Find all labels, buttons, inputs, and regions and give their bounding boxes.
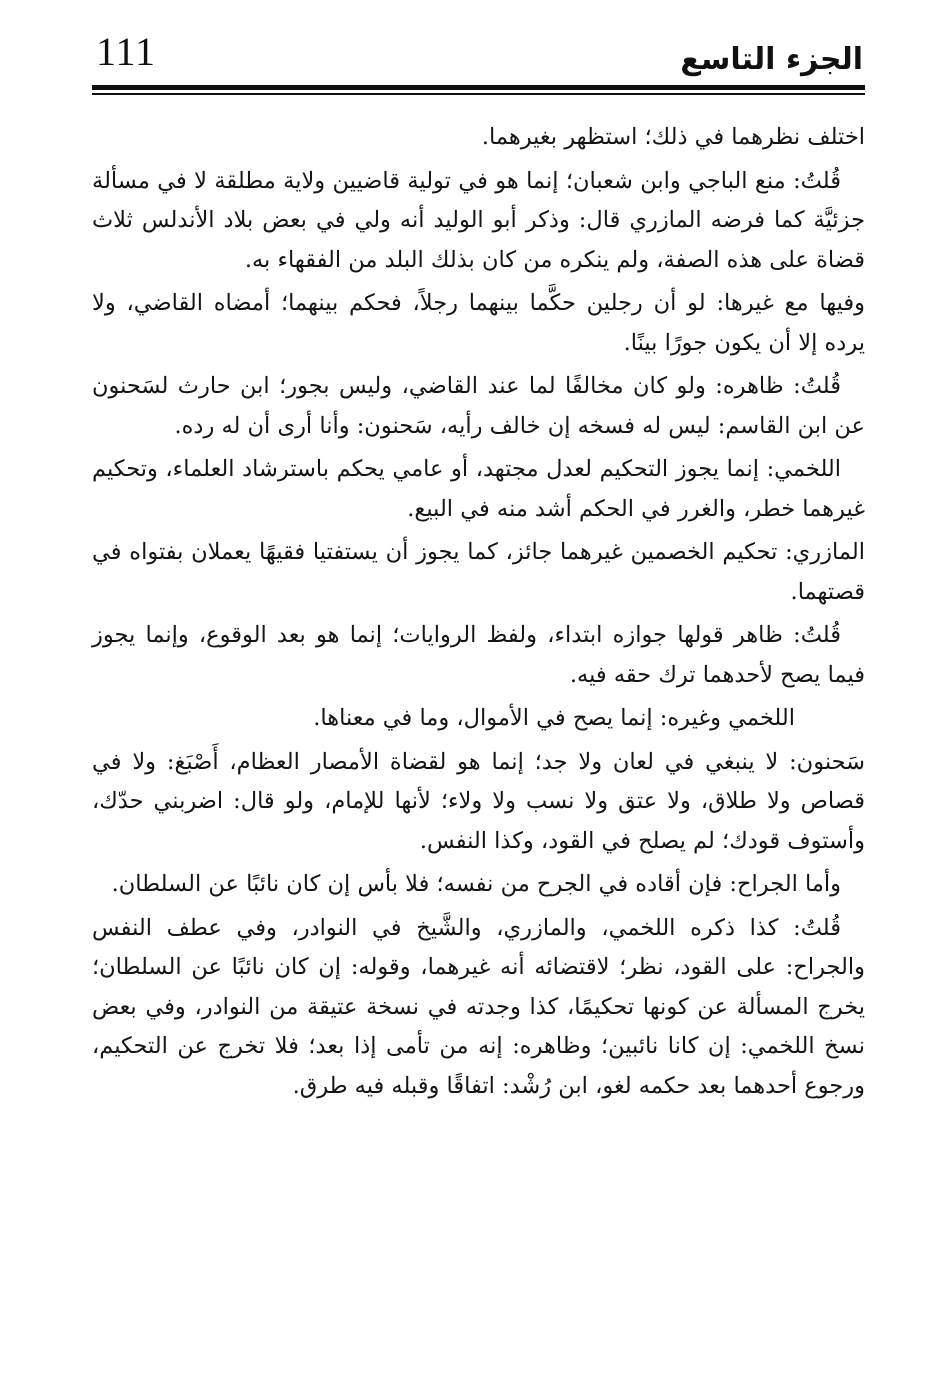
page-number: 111 (96, 29, 157, 74)
paragraph-4: قُلتُ: ظاهره: ولو كان مخالفًا لما عند القاضي، وليس بجور؛ ابن حارث لسَحنون عن ابن القاسم: ليس له فسخه إن خالف رأيه، سَحنون: وأنا أرى أن له رده. (92, 373, 865, 439)
paragraph-5: اللخمي: إنما يجوز التحكيم لعدل مجتهد، أو عامي يحكم باسترشاد العلماء، وتحكيم غيرهما خطر، والغرر في الحكم أشد منه في البيع. (92, 456, 865, 522)
page-body (92, 118, 865, 1110)
paragraph-3: وفيها مع غيرها: لو أن رجلين حكَّما بينهما رجلاً، فحكم بينهما؛ أمضاه القاضي، ولا يرده إلا أن يكون جورًا بينًا. (92, 290, 865, 356)
paragraph-2: قُلتُ: منع الباجي وابن شعبان؛ إنما هو في تولية قاضيين ولاية مطلقة لا في مسألة جزئيَّة كما فرضه المازري قال: وذكر أبو الوليد أنه ولي في بعض بلاد الأندلس ثلاث قضاة على هذه الصفة، ولم ينكره من كان بذلك البلد من الفقهاء به. (92, 167, 865, 273)
paragraph-11: قُلتُ: كذا ذكره اللخمي، والمازري، والشَّيخ في النوادر، وفي عطف النفس والجراح: على القود، نظر؛ لاقتضائه أنه غيرهما، وقوله: إن كان نائبًا عن السلطان؛ يخرج المسألة عن كونها تحكيمًا، كذا وجدته في نسخة عتيقة من النوادر، وفي بعض نسخ اللخمي: إن كانا نائبين؛ وظاهره: إنه من تأمى إذا بعد؛ فلا تخرج عن التحكيم، ورجوع أحدهما بعد حكمه لغو، ابن رُشْد: اتفاقًا وقبله فيه طرق. (92, 914, 865, 1099)
paragraph-1: اختلف نظرهما في ذلك؛ استظهر بغيرهما. (481, 124, 865, 150)
paragraph-7: قُلتُ: ظاهر قولها جوازه ابتداء، ولفظ الروايات؛ إنما هو بعد الوقوع، وإنما يجوز فيما يصح لأحدهما ترك حقه فيه. (92, 622, 865, 688)
header-rule-thick (92, 85, 865, 90)
paragraph-10: وأما الجراح: فإن أقاده في الجرح من نفسه؛ فلا بأس إن كان نائبًا عن السلطان. (111, 871, 841, 897)
paragraph-8: اللخمي وغيره: إنما يصح في الأموال، وما في معناها. (313, 705, 795, 731)
paragraph-9: سَحنون: لا ينبغي في لعان ولا جد؛ إنما هو لقضاة الأمصار العظام، أَصْبَغ: ولا في قصاص ولا طلاق، ولا عتق ولا نسب ولا ولاء؛ لأنها للإمام، ولو قال: اضربني حدّك، وأستوف قودك؛ لم يصلح في القود، وكذا النفس. (92, 748, 865, 854)
paragraph-6: المازري: تحكيم الخصمين غيرهما جائز، كما يجوز أن يستفتيا فقيهًا يعملان بفتواه في قصتهما. (92, 539, 865, 605)
header-rule-thin (92, 93, 865, 95)
running-title: الجزء التاسع (680, 42, 863, 77)
